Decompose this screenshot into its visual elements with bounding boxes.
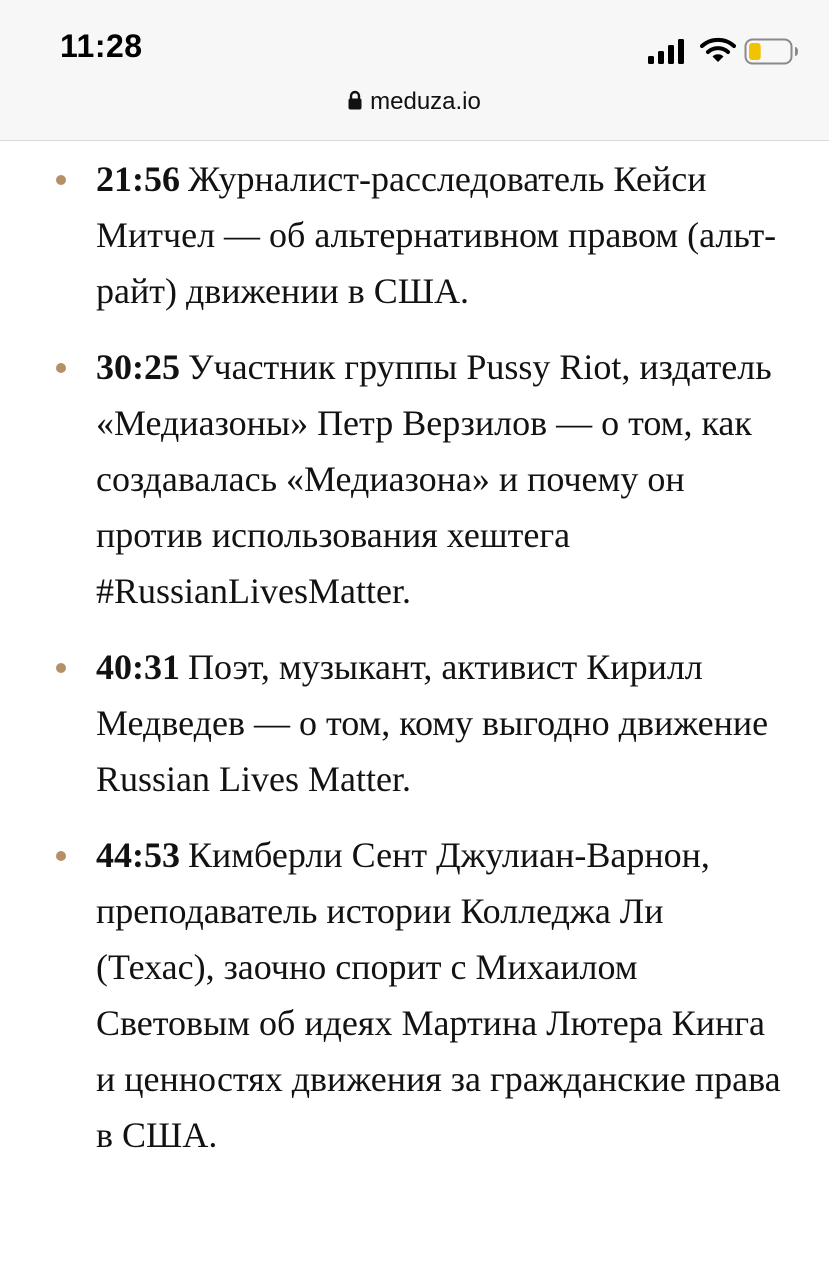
timeline-list [0, 141, 829, 1163]
battery-icon [744, 38, 800, 66]
timecode[interactable]: 21:56 [96, 159, 180, 199]
item-text: Кимберли Сент Джулиан-Варнон, преподаватель истории Колледжа Ли (Техас), заочно спорит с Михаилом Световым об идеях Мартина Лютера Кинга и ценностях движения за гражданские права в США. [96, 835, 781, 1155]
item-text: Поэт, музыкант, активист Кирилл Медведев — о том, кому выгодно движение Russian Lives Matter. [96, 647, 769, 799]
browser-top-bar [0, 0, 829, 141]
timeline-item [0, 151, 829, 319]
bullet-icon [56, 851, 66, 861]
item-text: Участник группы Pussy Riot, издатель «Медиазоны» Петр Верзилов — о том, как создавалась «Медиазона» и почему он против использования хештега #RussianLivesMatter. [96, 347, 772, 611]
item-text: Журналист-расследователь Кейси Митчел — об альтернативном правом (альт-райт) движении в США. [96, 159, 777, 311]
timecode[interactable]: 40:31 [96, 647, 180, 687]
bullet-icon [56, 175, 66, 185]
timecode[interactable]: 30:25 [96, 347, 180, 387]
cellular-signal-icon [648, 38, 686, 64]
address-bar[interactable] [0, 88, 829, 124]
wifi-icon [700, 36, 736, 64]
status-time: 11:28 [60, 28, 143, 64]
timeline-item [0, 639, 829, 807]
url-text: meduza.io [370, 88, 481, 115]
timecode[interactable]: 44:53 [96, 835, 180, 875]
article-content [0, 141, 829, 1280]
timeline-item [0, 827, 829, 1163]
lock-icon [348, 90, 362, 110]
bullet-icon [56, 363, 66, 373]
bullet-icon [56, 663, 66, 673]
timeline-item [0, 339, 829, 619]
status-icons [648, 34, 808, 70]
